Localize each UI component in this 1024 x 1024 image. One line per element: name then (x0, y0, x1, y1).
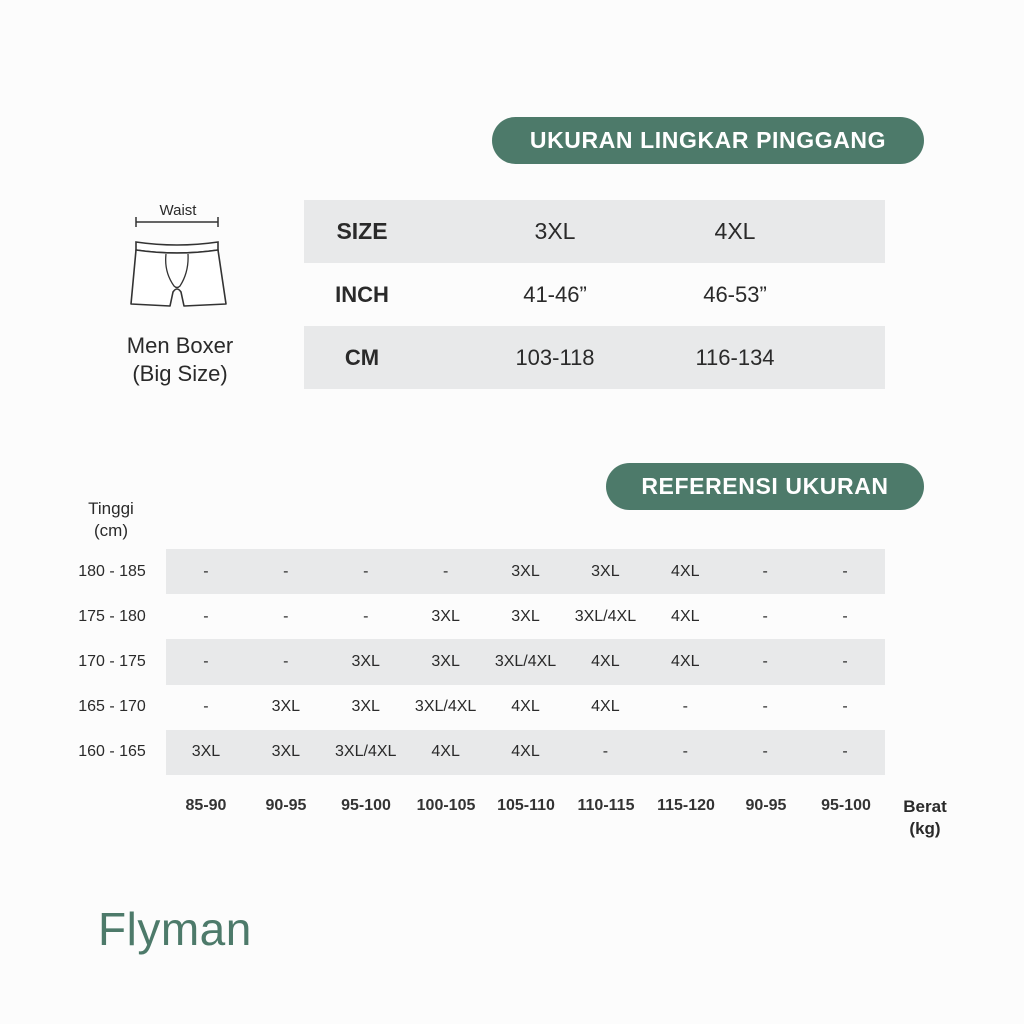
table-row (304, 200, 885, 263)
table-row (78, 730, 885, 775)
weight-range-label: 90-95 (745, 797, 787, 814)
size-cell: - (283, 652, 289, 670)
size-cell: - (842, 743, 848, 761)
size-cell: - (842, 652, 848, 670)
size-cell: 3XL (271, 743, 301, 761)
weight-axis-label (890, 796, 960, 840)
weight-range-label: 105-110 (497, 797, 555, 814)
height-axis-label (68, 498, 154, 542)
cm-4xl: 116-134 (695, 344, 775, 370)
table-row (78, 685, 885, 730)
size-cell: 3XL (191, 743, 221, 761)
table-row (78, 594, 885, 639)
cm-3xl: 103-118 (515, 344, 595, 370)
size-cell: - (283, 562, 289, 580)
height-range-label: 180 - 185 (78, 562, 146, 580)
height-axis-label-line1: Tinggi (88, 499, 134, 518)
waist-size-title: UKURAN LINGKAR PINGGANG (492, 117, 924, 164)
weight-range-label: 110-115 (577, 797, 635, 814)
weight-axis-label-line1: Berat (903, 797, 947, 816)
boxer-shorts-icon (126, 212, 232, 312)
height-range-label: 175 - 180 (78, 607, 146, 625)
size-cell: - (762, 562, 768, 580)
size-cell: 4XL (591, 652, 620, 670)
size-cell: 3XL (431, 652, 460, 670)
product-name (100, 332, 260, 388)
size-cell: - (762, 698, 768, 716)
weight-axis (166, 797, 886, 815)
height-range-label: 170 - 175 (78, 652, 146, 670)
size-cell: 3XL (351, 698, 380, 716)
size-cell: 4XL (591, 698, 620, 716)
size-cell: 3XL (591, 562, 620, 580)
waist-size-table (304, 200, 885, 389)
inch-4xl: 46-53” (703, 281, 767, 307)
inch-label: INCH (335, 281, 389, 307)
size-cell: 3XL (511, 562, 540, 580)
size-cell: 3XL/4XL (574, 607, 637, 625)
product-name-line2: (Big Size) (132, 361, 228, 386)
weight-range-label: 85-90 (185, 797, 227, 814)
reference-title: REFERENSI UKURAN (606, 463, 924, 510)
size-cell: 4XL (671, 652, 700, 670)
table-row (78, 639, 885, 684)
size-cell: 4XL (511, 743, 540, 761)
size-cell: 3XL (271, 698, 301, 716)
size-reference-grid (78, 549, 885, 775)
brand-logo: Flyman (98, 903, 252, 955)
table-row (304, 263, 885, 326)
size-cell: - (762, 607, 768, 625)
size-cell: - (363, 607, 369, 625)
weight-range-label: 95-100 (821, 797, 871, 814)
size-cell: 3XL/4XL (335, 743, 397, 761)
size-cell: - (842, 607, 848, 625)
size-cell: - (203, 698, 209, 716)
weight-range-label: 100-105 (416, 797, 476, 814)
size-3xl-header: 3XL (534, 218, 576, 244)
size-cell: - (203, 562, 209, 580)
size-cell: 3XL (511, 607, 540, 625)
waist-label: Waist (159, 202, 197, 219)
size-cell: - (842, 698, 848, 716)
size-cell: - (203, 607, 209, 625)
table-row (304, 326, 885, 389)
weight-axis-label-line2: (kg) (909, 819, 941, 838)
size-cell: - (363, 562, 369, 580)
size-cell: - (283, 607, 289, 625)
size-header: SIZE (304, 200, 420, 263)
size-cell: 4XL (431, 743, 460, 761)
table-row (78, 549, 885, 594)
weight-range-label: 90-95 (265, 797, 307, 814)
size-cell: - (762, 652, 768, 670)
size-cell: - (602, 743, 609, 761)
height-range-label: 160 - 165 (78, 743, 146, 761)
inch-3xl: 41-46” (523, 281, 587, 307)
weight-range-label: 115-120 (657, 797, 715, 814)
size-cell: - (842, 562, 848, 580)
product-name-line1: Men Boxer (126, 333, 234, 358)
height-axis-label-line2: (cm) (94, 521, 128, 540)
weight-range-label: 95-100 (341, 797, 391, 814)
cm-label: CM (304, 326, 420, 389)
size-cell: - (203, 652, 209, 670)
size-cell: - (682, 743, 688, 761)
size-cell: - (762, 743, 768, 761)
size-cell: 3XL/4XL (494, 652, 557, 670)
size-cell: - (682, 698, 688, 716)
size-cell: 4XL (671, 562, 700, 580)
size-cell: 3XL/4XL (414, 698, 477, 716)
size-cell: 3XL (431, 607, 460, 625)
size-4xl-header: 4XL (714, 218, 756, 244)
size-cell: 3XL (351, 652, 380, 670)
size-cell: 4XL (671, 607, 700, 625)
size-cell: 4XL (511, 698, 540, 716)
size-cell: - (442, 562, 449, 580)
height-range-label: 165 - 170 (78, 698, 146, 716)
